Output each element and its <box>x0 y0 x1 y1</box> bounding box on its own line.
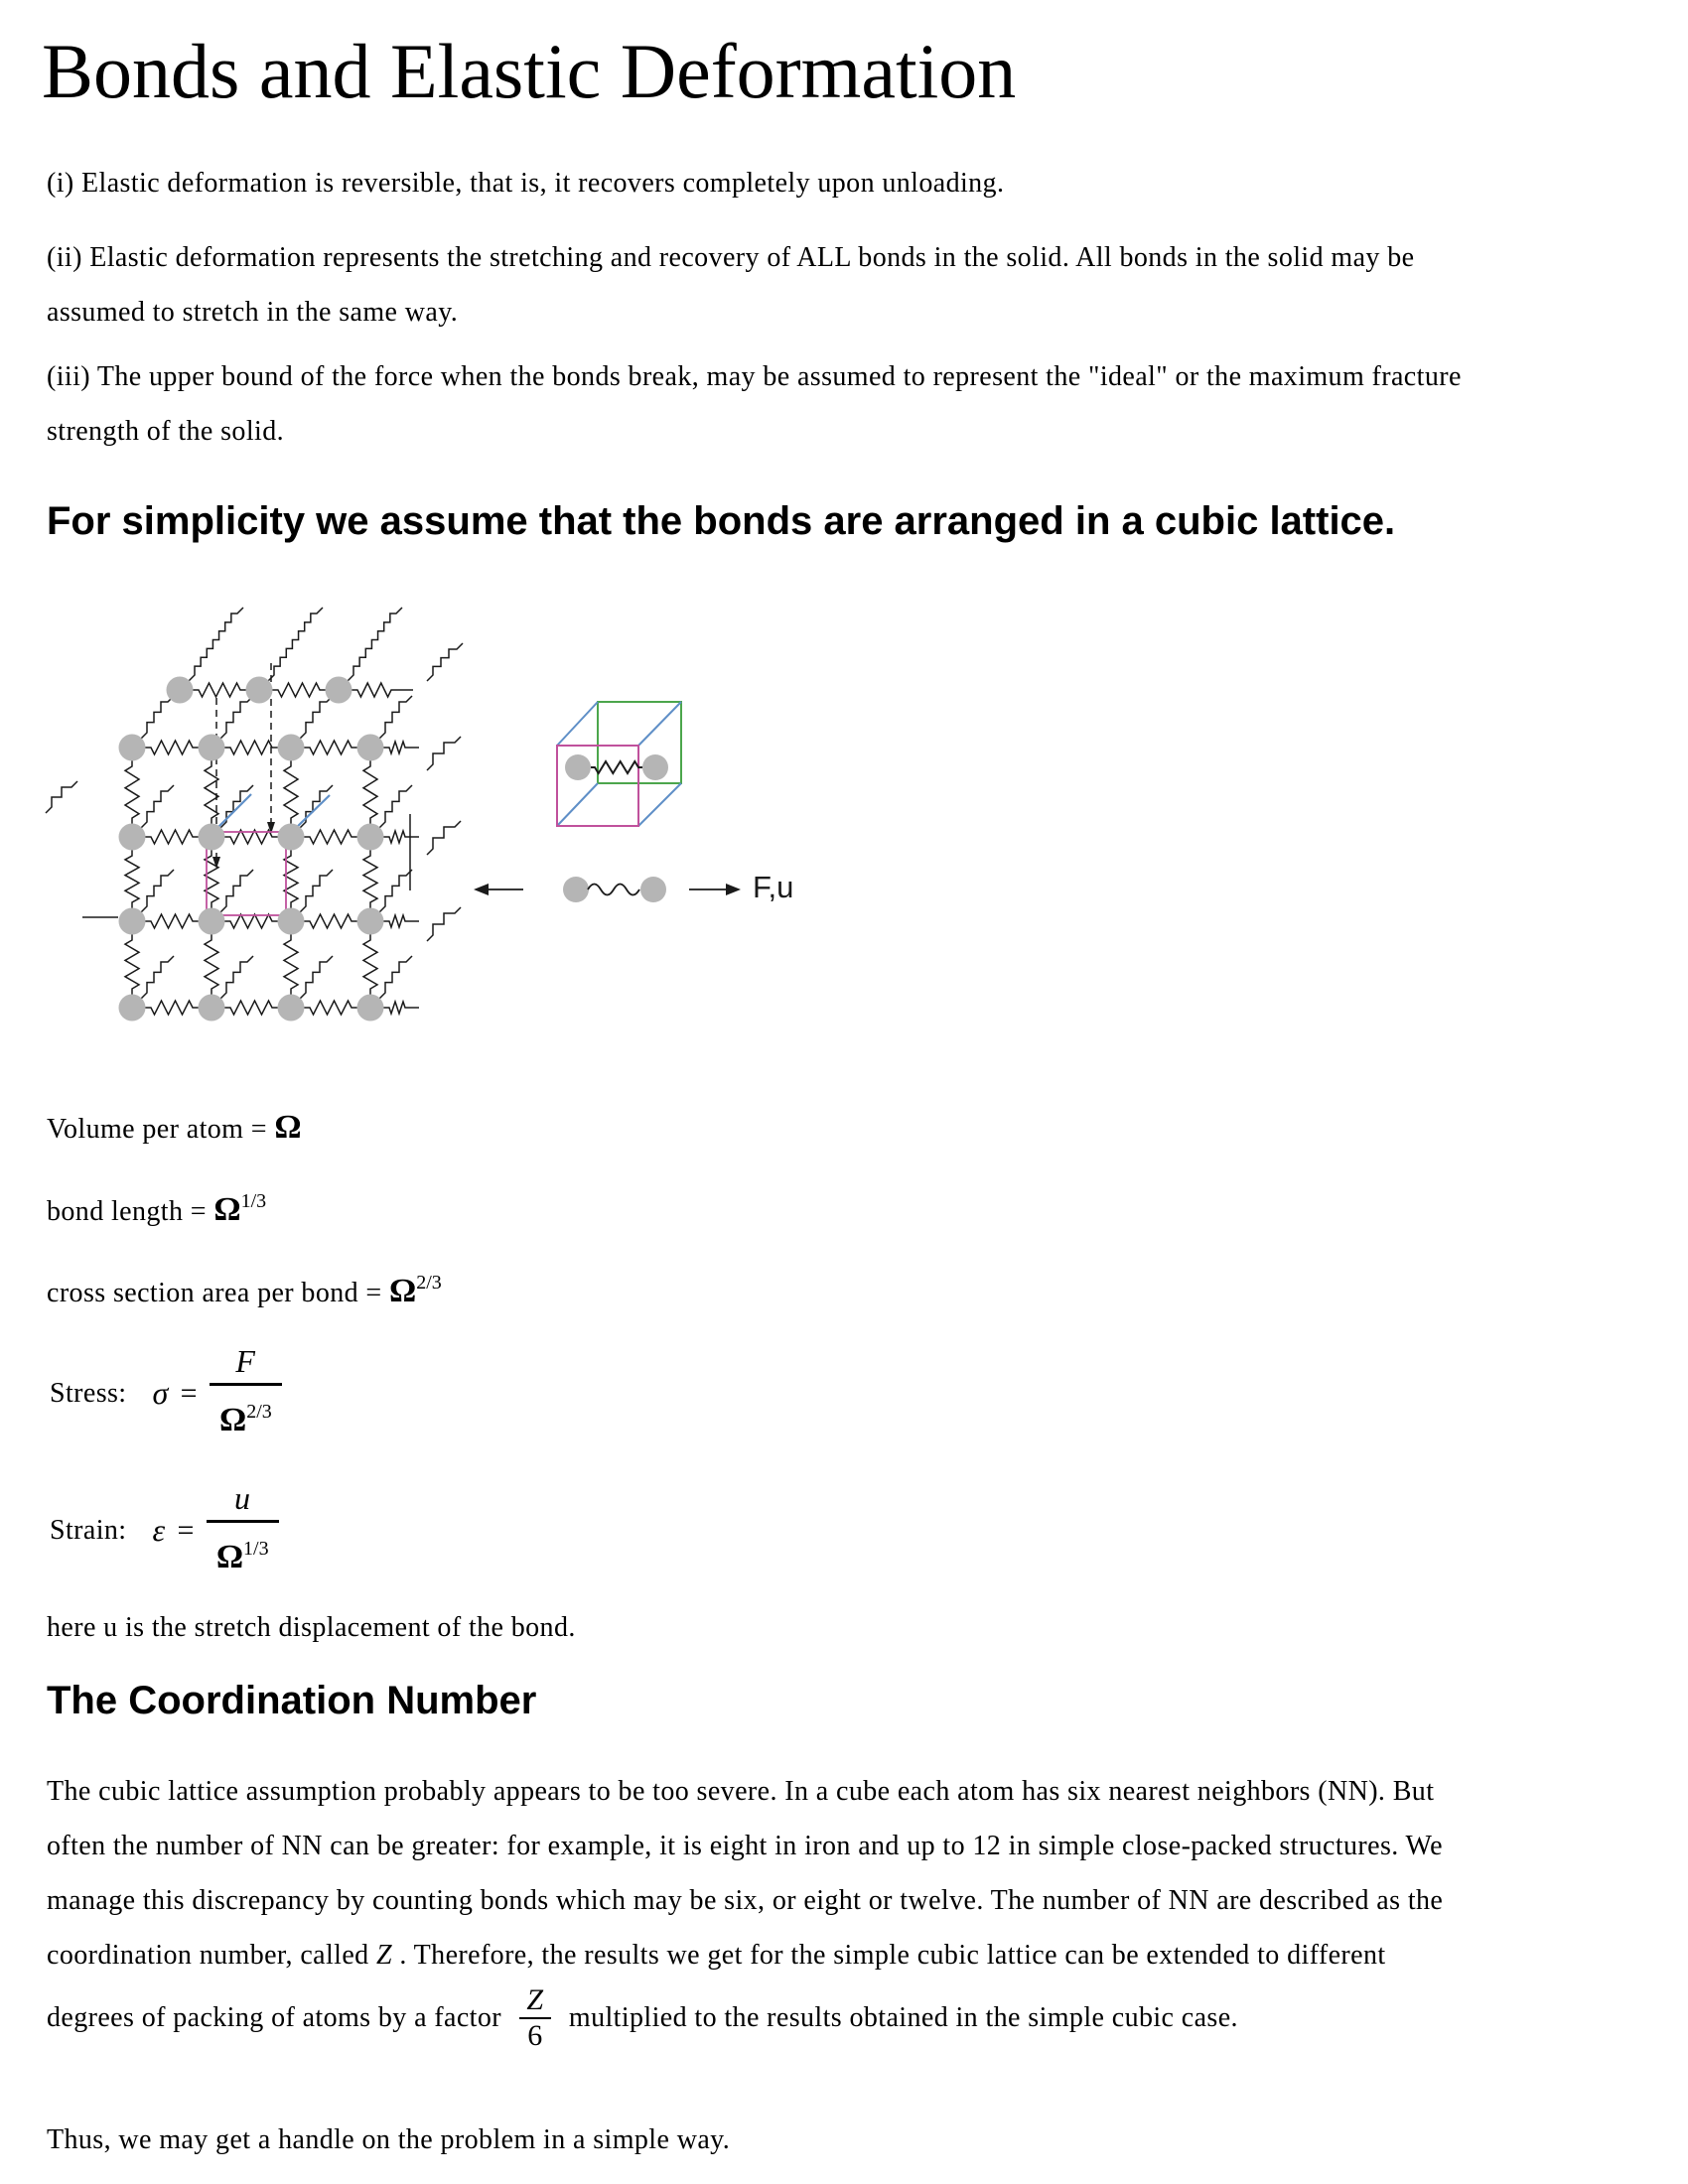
cube-depth-edge <box>557 702 598 746</box>
atom <box>357 735 384 761</box>
atom <box>640 877 666 902</box>
paragraph-text: (ii) Elastic deformation represents the stretching and recovery of ALL bonds in the solid. All bonds in the solid may be <box>47 242 1415 273</box>
z-over-six-fraction: $\frac{Z}{6}$ <box>518 1983 551 2053</box>
paragraph-text: (iii) The upper bound of the force when the bonds break, may be assumed to represent the "ideal" or the maximum fracture <box>47 361 1462 392</box>
atom <box>119 735 146 761</box>
atom <box>119 995 146 1022</box>
paragraph-text: multiplied to the results obtained in the simple cubic case. <box>561 2002 1238 2033</box>
lattice-heading: For simplicity we assume that the bonds are arranged in a cubic lattice. <box>47 499 1396 543</box>
right-arrow-icon <box>726 884 741 895</box>
definition-bond-length <box>47 1174 1616 1239</box>
force-diagram <box>474 877 741 902</box>
paragraph-text: (i) Elastic deformation is reversible, that is, it recovers completely upon unloading. <box>47 168 1005 199</box>
paragraph-i <box>47 156 1616 210</box>
paragraph-text: manage this discrepancy by counting bonds which may be six, or eight or twelve. The number of NN are described as the <box>47 1885 1444 1916</box>
atom <box>119 824 146 851</box>
paragraph-text: The cubic lattice assumption probably appears to be too severe. In a cube each atom has six nearest neighbors (NN). But <box>47 1776 1435 1807</box>
definition-cross-section <box>47 1256 1616 1320</box>
page-title: Bonds and Elastic Deformation <box>42 28 1017 114</box>
equals-sign: = <box>177 1513 195 1547</box>
fraction <box>210 1342 282 1444</box>
equation-label: Strain: <box>50 1514 127 1546</box>
cube-depth-edge <box>557 783 598 826</box>
atom <box>357 824 384 851</box>
atom <box>199 908 225 935</box>
paragraph-ii <box>47 230 1616 340</box>
omega-symbol: Ω <box>274 1109 302 1146</box>
paragraph-text: Thus, we may get a handle on the problem in a simple way. <box>47 2124 731 2155</box>
paragraph-text: strength of the solid. <box>47 416 284 447</box>
atom <box>357 908 384 935</box>
lattice-atoms <box>119 677 384 1022</box>
closing-paragraph <box>47 2113 1616 2167</box>
definition-text: cross section area per bond = <box>47 1278 390 1308</box>
atom <box>199 824 225 851</box>
atom <box>167 677 194 704</box>
equals-sign: = <box>180 1376 198 1410</box>
down-arrow-icon <box>212 857 220 869</box>
lattice-figure <box>40 591 864 1057</box>
atom <box>278 735 305 761</box>
atom <box>326 677 352 704</box>
fraction <box>207 1479 279 1581</box>
paragraph-text: coordination number, called Z . Therefore, the results we get for the simple cubic lattice can be extended to different <box>47 1940 1386 1971</box>
z-symbol: Z <box>375 1940 392 1971</box>
atom <box>563 877 589 902</box>
fraction-numerator: u <box>234 1480 251 1516</box>
definition-text: bond length = <box>47 1196 214 1227</box>
fraction-denominator: $\Omega^{2/3}$ <box>210 1383 282 1444</box>
lattice-network <box>46 608 463 1015</box>
cube-depth-edge <box>638 702 681 746</box>
bond-spring <box>588 885 639 895</box>
paragraph-text: assumed to stretch in the same way. <box>47 297 459 328</box>
omega-symbol: Ω <box>213 1191 241 1228</box>
factor-line <box>47 1983 1238 2053</box>
atom <box>278 824 305 851</box>
omega-exponent: 1/3 <box>240 1190 267 1212</box>
sigma-symbol: σ <box>152 1375 169 1411</box>
paragraph-iii <box>47 349 1616 459</box>
omega-symbol: Ω <box>389 1273 417 1309</box>
paragraph-text: degrees of packing of atoms by a factor <box>47 2002 509 2033</box>
atom <box>246 677 273 704</box>
fraction-denominator: $\Omega^{1/3}$ <box>207 1520 279 1581</box>
atom <box>642 754 668 780</box>
lattice-diagram <box>40 591 864 1057</box>
stress-equation <box>50 1342 282 1444</box>
coordination-heading: The Coordination Number <box>47 1679 537 1722</box>
atom <box>119 908 146 935</box>
note-paragraph <box>47 1600 1616 1655</box>
atom <box>565 754 591 780</box>
epsilon-symbol: ε <box>152 1512 166 1548</box>
coordination-paragraph <box>47 1764 1616 1982</box>
atom <box>199 735 225 761</box>
omega-exponent: 2/3 <box>416 1272 442 1294</box>
cube-depth-edge <box>638 783 681 826</box>
atom <box>357 995 384 1022</box>
definition-volume <box>47 1092 1616 1157</box>
atom <box>199 995 225 1022</box>
atom <box>278 908 305 935</box>
force-label: F,u <box>753 870 794 904</box>
paragraph-text: here u is the stretch displacement of the bond. <box>47 1612 576 1643</box>
strain-equation <box>50 1479 279 1581</box>
unit-cell-cube <box>557 702 681 826</box>
paragraph-text: often the number of NN can be greater: for example, it is eight in iron and up to 12 in simple close-packed structures. We <box>47 1831 1443 1861</box>
fraction-numerator: F <box>235 1343 256 1379</box>
definition-text: Volume per atom = <box>47 1114 275 1145</box>
equation-label: Stress: <box>50 1377 127 1409</box>
atom <box>278 995 305 1022</box>
left-arrow-icon <box>474 884 489 895</box>
